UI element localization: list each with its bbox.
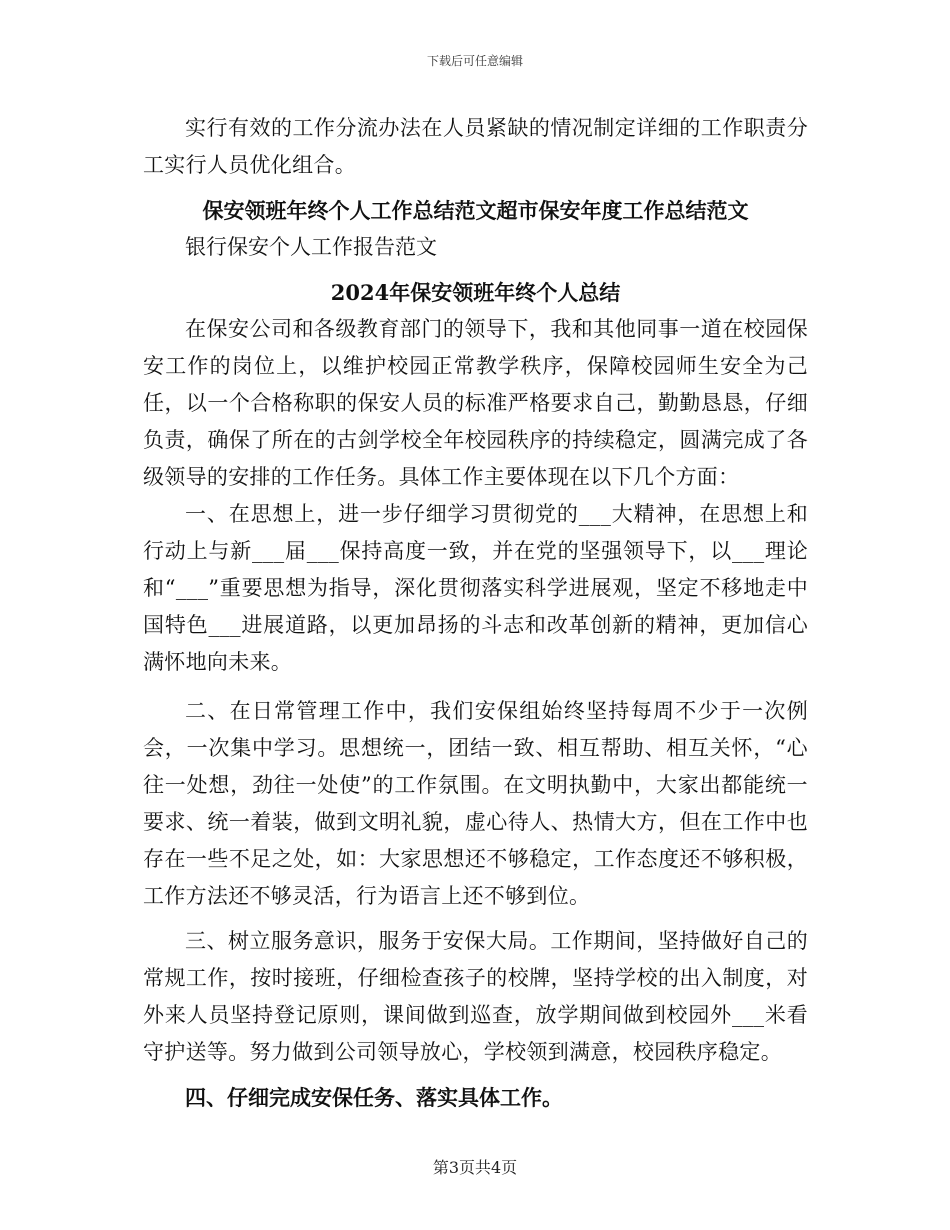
page-number: 第3页共4页	[432, 1158, 518, 1177]
main-title: 2024年保安领班年终个人总结	[330, 280, 621, 305]
paragraph-section-two: 二、在日常管理工作中，我们安保组始终坚持每周不少于一次例会，一次集中学习。思想统一，团结一致、相互帮助、相互关怀，“心往一处想，劲往一处使”的工作氛围。在文明执勤中，大家出都能统一要求、统一着装，做到文明礼貌，虚心待人、热情大方，但在工作中也存在一些不足之处，如：大家思想还不够稳定，工作态度还不够积极，工作方法还不够灵活，行为语言上还不够到位。	[143, 699, 808, 908]
related-title-2[interactable]: 银行保安个人工作报告范文	[185, 235, 437, 259]
related-title-1[interactable]: 保安领班年终个人工作总结范文超市保安年度工作总结范文	[202, 198, 749, 223]
page-header-note: 下载后可任意编辑	[426, 54, 523, 68]
paragraph-intro: 在保安公司和各级教育部门的领导下，我和其他同事一道在校园保安工作的岗位上，以维护校园正常教学秩序，保障校园师生安全为己任，以一个合格称职的保安人员的标准严格要求自己，勤勤恳恳，仔细负责，确保了所在的古剑学校全年校园秩序的持续稳定，圆满完成了各级领导的安排的工作任务。具体工作主要体现在以下几个方面：	[143, 317, 808, 489]
section-four-heading: 四、仔细完成安保任务、落实具体工作。	[185, 1085, 563, 1110]
document-body	[143, 110, 808, 1116]
paragraph-section-one: 一、在思想上，进一步仔细学习贯彻党的___大精神，在思想上和行动上与新___届___保持高度一致，并在党的坚强领导下，以___理论和“___”重要思想为指导，深化贯彻落实科学进展观，坚定不移地走中国特色___进展道路，以更加昂扬的斗志和改革创新的精神，更加信心满怀地向未来。	[143, 502, 808, 674]
paragraph-section-three: 三、树立服务意识，服务于安保大局。工作期间，坚持做好自己的常规工作，按时接班，仔细检查孩子的校牌，坚持学校的出入制度，对外来人员坚持登记原则，课间做到巡查，放学期间做到校园外___米看守护送等。努力做到公司领导放心，学校领到满意，校园秩序稳定。	[143, 929, 808, 1064]
intro-paragraph: 实行有效的工作分流办法在人员紧缺的情况制定详细的工作职责分工实行人员优化组合。	[143, 116, 808, 177]
